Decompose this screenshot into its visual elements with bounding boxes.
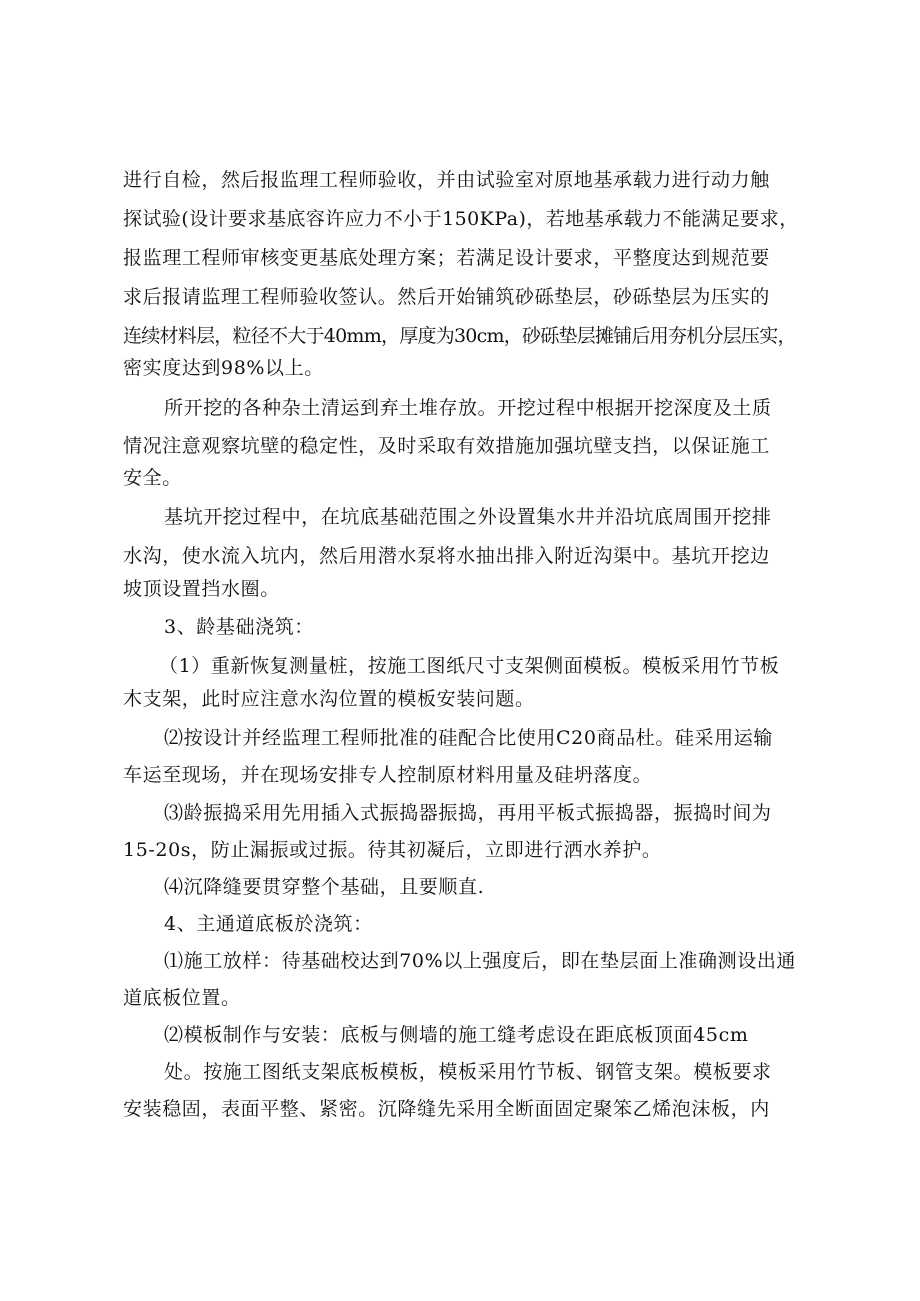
text-line: ⑴施工放样：待基础校达到70%以上强度后，即在垫层面上准确测设出通: [164, 950, 797, 972]
section-heading: 3、龄基础浇筑：: [164, 616, 314, 638]
text-line: 处。按施工图纸支架底板模板，模板采用竹节板、钢管支架。模板要求: [164, 1061, 772, 1083]
text-line: ⑷沉降缝要贯穿整个基础，且要顺直.: [164, 876, 485, 898]
text-line: ⑵模板制作与安装：底板与侧墙的施工缝考虑设在距底板顶面45cm: [164, 1024, 749, 1046]
text-line: 安装稳固，表面平整、紧密。沉降缝先采用全断面固定聚笨乙烯泡沫板，内: [123, 1098, 770, 1120]
text-line: ⑵按设计并经监理工程师批准的硅配合比使用C20商品杜。硅采用运输: [164, 727, 773, 749]
text-line: 所开挖的各种杂土清运到弃土堆存放。开挖过程中根据开挖深度及土质: [164, 397, 772, 419]
text-line: 密实度达到98%以上。: [123, 357, 324, 379]
text-line: 求后报请监理工程师验收签认。然后开始铺筑砂砾垫层，砂砾垫层为压实的: [123, 286, 770, 308]
text-line: 车运至现场，并在现场安排专人控制原材料用量及硅坍落度。: [123, 764, 653, 786]
text-line: （1）重新恢复测量桩，按施工图纸尺寸支架侧面模板。模板采用竹节板: [159, 655, 780, 677]
text-line: 安全。: [123, 467, 182, 489]
text-line: 基坑开挖过程中，在坑底基础范围之外设置集水井并沿坑底周围开挖排: [164, 506, 772, 528]
text-line: 坡顶设置挡水圈。: [123, 578, 280, 600]
text-line: ⑶龄振捣采用先用插入式振捣器振捣，再用平板式振捣器，振捣时间为: [164, 802, 772, 824]
text-line: 木支架，此时应注意水沟位置的模板安装问题。: [123, 688, 535, 710]
text-line: 连续材料层，粒径不大于40mm，厚度为30cm，砂砾垫层摊铺后用夯机分层压实，: [123, 325, 796, 347]
text-line: 15-20s，防止漏振或过振。待其初凝后，立即进行洒水养护。: [123, 839, 662, 861]
text-line: 水沟，使水流入坑内，然后用潜水泵将水抽出排入附近沟渠中。基坑开挖边: [123, 545, 770, 567]
text-line: 报监理工程师审核变更基底处理方案；若满足设计要求，平整度达到规范要: [123, 247, 770, 269]
section-heading: 4、主通道底板於浇筑：: [164, 913, 373, 935]
text-line: 探试验(设计要求基底容许应力不小于150KPa)，若地基承载力不能满足要求，: [123, 208, 799, 230]
text-line: 情况注意观察坑壁的稳定性，及时采取有效措施加强坑壁支挡，以保证施工: [123, 435, 770, 457]
text-line: 道底板位置。: [123, 987, 241, 1009]
text-line: 进行自检，然后报监理工程师验收，并由试验室对原地基承载力进行动力触: [123, 169, 770, 191]
